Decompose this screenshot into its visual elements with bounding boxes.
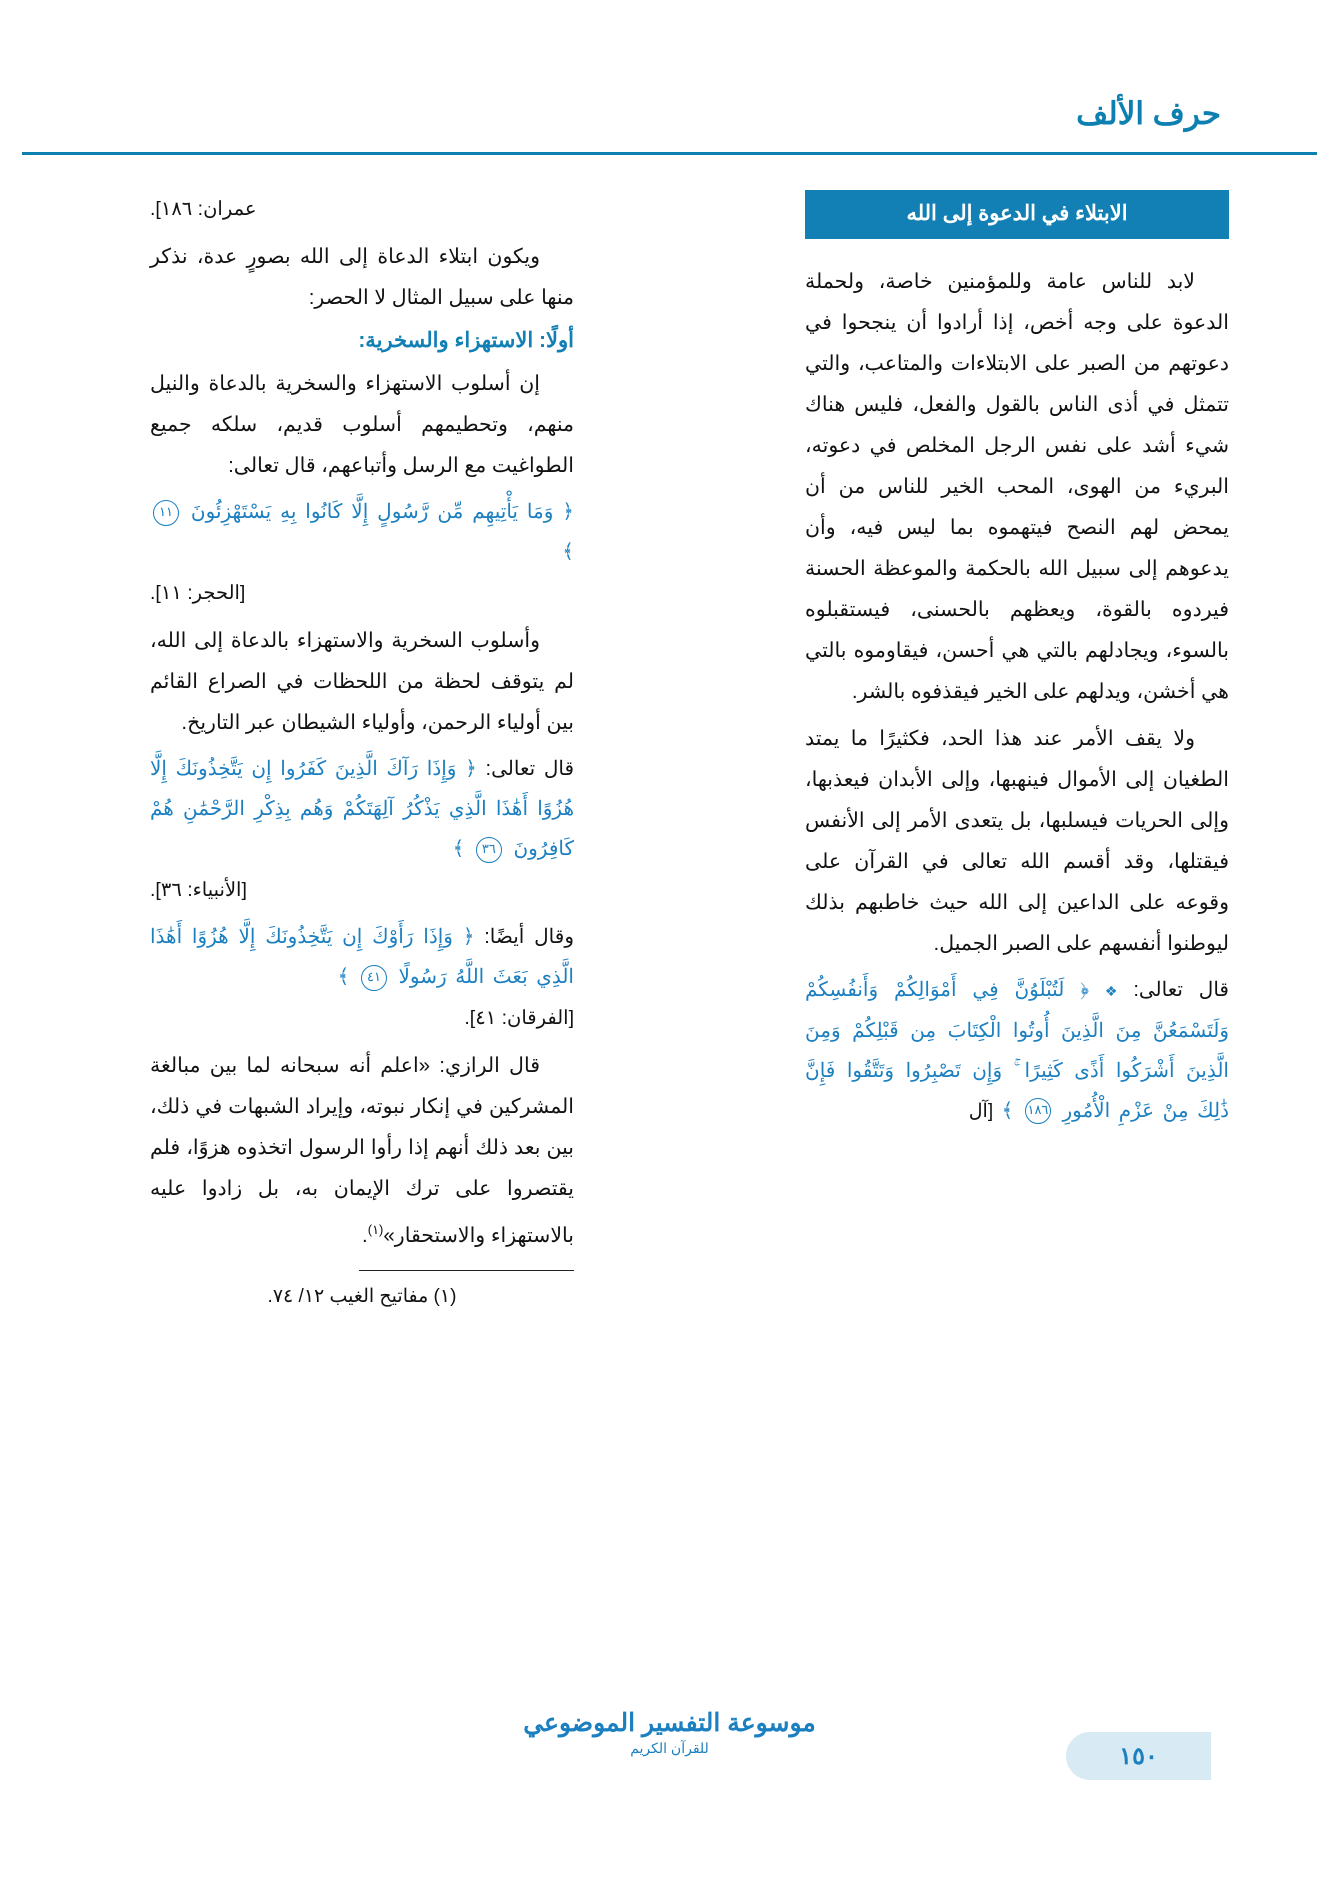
right-column	[805, 190, 1229, 1136]
quran-quotation-block	[150, 492, 574, 572]
quote-bracket-open: ﴿	[562, 501, 575, 523]
quote-bracket-close: ﴾	[337, 966, 350, 988]
quote-lead-text: قال تعالى:	[1133, 979, 1229, 1001]
section-title-banner: الابتلاء في الدعوة إلى الله	[805, 190, 1229, 239]
quote-bracket-open: ﴿	[465, 758, 477, 780]
paragraph-period: .	[362, 1223, 368, 1247]
quote-bracket-close: ﴾	[562, 541, 574, 563]
quote-text: لَتُبْلَوُنَّ فِي أَمْوَالِكُمْ وَأَنفُسِكُمْ وَلَتَسْمَعُنَّ مِنَ الَّذِينَ أُوتُوا الْكِتَابَ مِن قَبْلِكُمْ وَمِنَ الَّذِينَ أَشْرَكُوا أَذًى كَثِيرًا ۚ وَإِن تَصْبِرُوا وَتَتَّقُوا فَإِنَّ ذَٰلِكَ مِنْ عَزْمِ الْأُمُورِ	[805, 979, 1229, 1122]
quote-bracket-close: ﴾	[452, 838, 465, 860]
quote-text: وَإِذَا رَأَوْكَ إِن يَتَّخِذُونَكَ إِلَّا هُزُوًا أَهَٰذَا الَّذِي بَعَثَ اللَّهُ رَسُولًا	[150, 926, 574, 988]
ornament-icon: ❖	[1104, 982, 1118, 999]
quote-bracket-open: ﴿	[462, 926, 475, 948]
paragraph: لابد للناس عامة وللمؤمنين خاصة، ولحملة الدعوة على وجه أخص، إذا أرادوا أن ينجحوا في دعوتهم من الصبر على الابتلاءات والمتاعب، والتي تتمثل في أذى الناس بالقول والفعل، فليس هناك شيء أشد على نفس الرجل المخلص في دعوته، البريء من الهوى، المحب الخير للناس من أن يمحض لهم النصح فيتهموه بما ليس فيه، وأن يدعوهم إلى سبيل الله بالحكمة والموعظة الحسنة فيردوه بالقوة، ويعظهم بالحسنى، فيستقبلوه بالسوء، ويجادلهم بالتي هي أحسن، فيقاوموه بالتي هي أخشن، ويدلهم على الخير فيقذفوه بالشر.	[805, 270, 1229, 703]
quote-reference-partial: [آل	[968, 1100, 994, 1122]
quran-quotation-block	[150, 917, 574, 997]
publisher-logo	[520, 1708, 820, 1758]
quote-reference: [الحجر: ١١].	[150, 582, 246, 604]
paragraph: ويكون ابتلاء الدعاة إلى الله بصورٍ عدة، نذكر منها على سبيل المثال لا الحصر:	[150, 245, 574, 309]
footnote-divider	[359, 1270, 574, 1272]
page-header	[0, 96, 1339, 166]
ayah-number: ٤١	[361, 965, 387, 991]
quran-quotation-block	[805, 970, 1229, 1132]
quote-text: وَإِذَا رَآكَ الَّذِينَ كَفَرُوا إِن يَتَّخِذُونَكَ إِلَّا هُزُوًا أَهَٰذَا الَّذِي يَذْكُرُ آلِهَتَكُمْ وَهُم بِذِكْرِ الرَّحْمَٰنِ هُمْ كَافِرُونَ	[150, 758, 574, 860]
paragraph	[150, 1045, 574, 1256]
paragraph: ولا يقف الأمر عند هذا الحد، فكثيرًا ما يمتد الطغيان إلى الأموال فينهبها، وإلى الأبدان فيعذبها، وإلى الحريات فيسلبها، بل يتعدى الأمر إلى الأنفس فيقتلها، وقد أقسم الله تعالى في القرآن على وقوعه على الداعين إلى الله حيث خاطبهم بذلك ليوطنوا أنفسهم على الصبر الجميل.	[805, 727, 1229, 955]
quote-lead-text: وقال أيضًا:	[484, 926, 574, 948]
quran-quotation-block	[150, 749, 574, 869]
ayah-number: ١٨٦	[1025, 1098, 1051, 1124]
left-column	[150, 190, 574, 1313]
paragraph-text: قال الرازي: «اعلم أنه سبحانه لما بين مبالغة المشركين في إنكار نبوته، وإيراد الشبهات في ذلك، بين بعد ذلك أنهم إذا رأوا الرسول اتخذوه هزوًا، فلم يقتصروا على ترك الإيمان به، بل زادوا عليه بالاستهزاء والاستحقار»	[150, 1054, 574, 1247]
publisher-logo-subtitle: للقرآن الكريم	[630, 1740, 709, 1756]
ayah-number: ٣٦	[476, 837, 502, 863]
quote-reference: [الفرقان: ٤١].	[464, 1007, 574, 1029]
paragraph: إن أسلوب الاستهزاء والسخرية بالدعاة والنيل منهم، وتحطيمهم أسلوب قديم، سلكه جميع الطواغيت مع الرسل وأتباعهم، قال تعالى:	[150, 372, 574, 477]
ayah-number: ١١	[153, 500, 179, 526]
quote-reference: [الأنبياء: ٣٦].	[150, 879, 247, 901]
quote-bracket-close: ﴾	[1001, 1099, 1014, 1122]
page-footer	[0, 1708, 1339, 1828]
quote-bracket-open: ﴿	[1080, 979, 1090, 1001]
quote-text: وَمَا يَأْتِيهِم مِّن رَّسُولٍ إِلَّا كَانُوا بِهِ يَسْتَهْزِئُونَ	[190, 501, 554, 523]
reference-continued: عمران: ١٨٦].	[150, 198, 257, 220]
publisher-logo-title: موسوعة التفسير الموضوعي	[523, 1709, 816, 1737]
header-divider	[22, 152, 1317, 155]
footnote-text: (١) مفاتيح الغيب ١٢/ ٧٤.	[267, 1286, 457, 1308]
subsection-heading: أولًا: الاستهزاء والسخرية:	[358, 329, 574, 352]
paragraph: وأسلوب السخرية والاستهزاء بالدعاة إلى الله، لم يتوقف لحظة من اللحظات في الصراع القائم بين أولياء الرحمن، وأولياء الشيطان عبر التاريخ.	[150, 629, 574, 734]
page-header-title: حرف الألف	[1076, 96, 1221, 131]
quote-lead-text: قال تعالى:	[485, 758, 575, 780]
page-number: ١٥٠	[1066, 1732, 1211, 1780]
footnote-marker: (١)	[367, 1222, 384, 1237]
